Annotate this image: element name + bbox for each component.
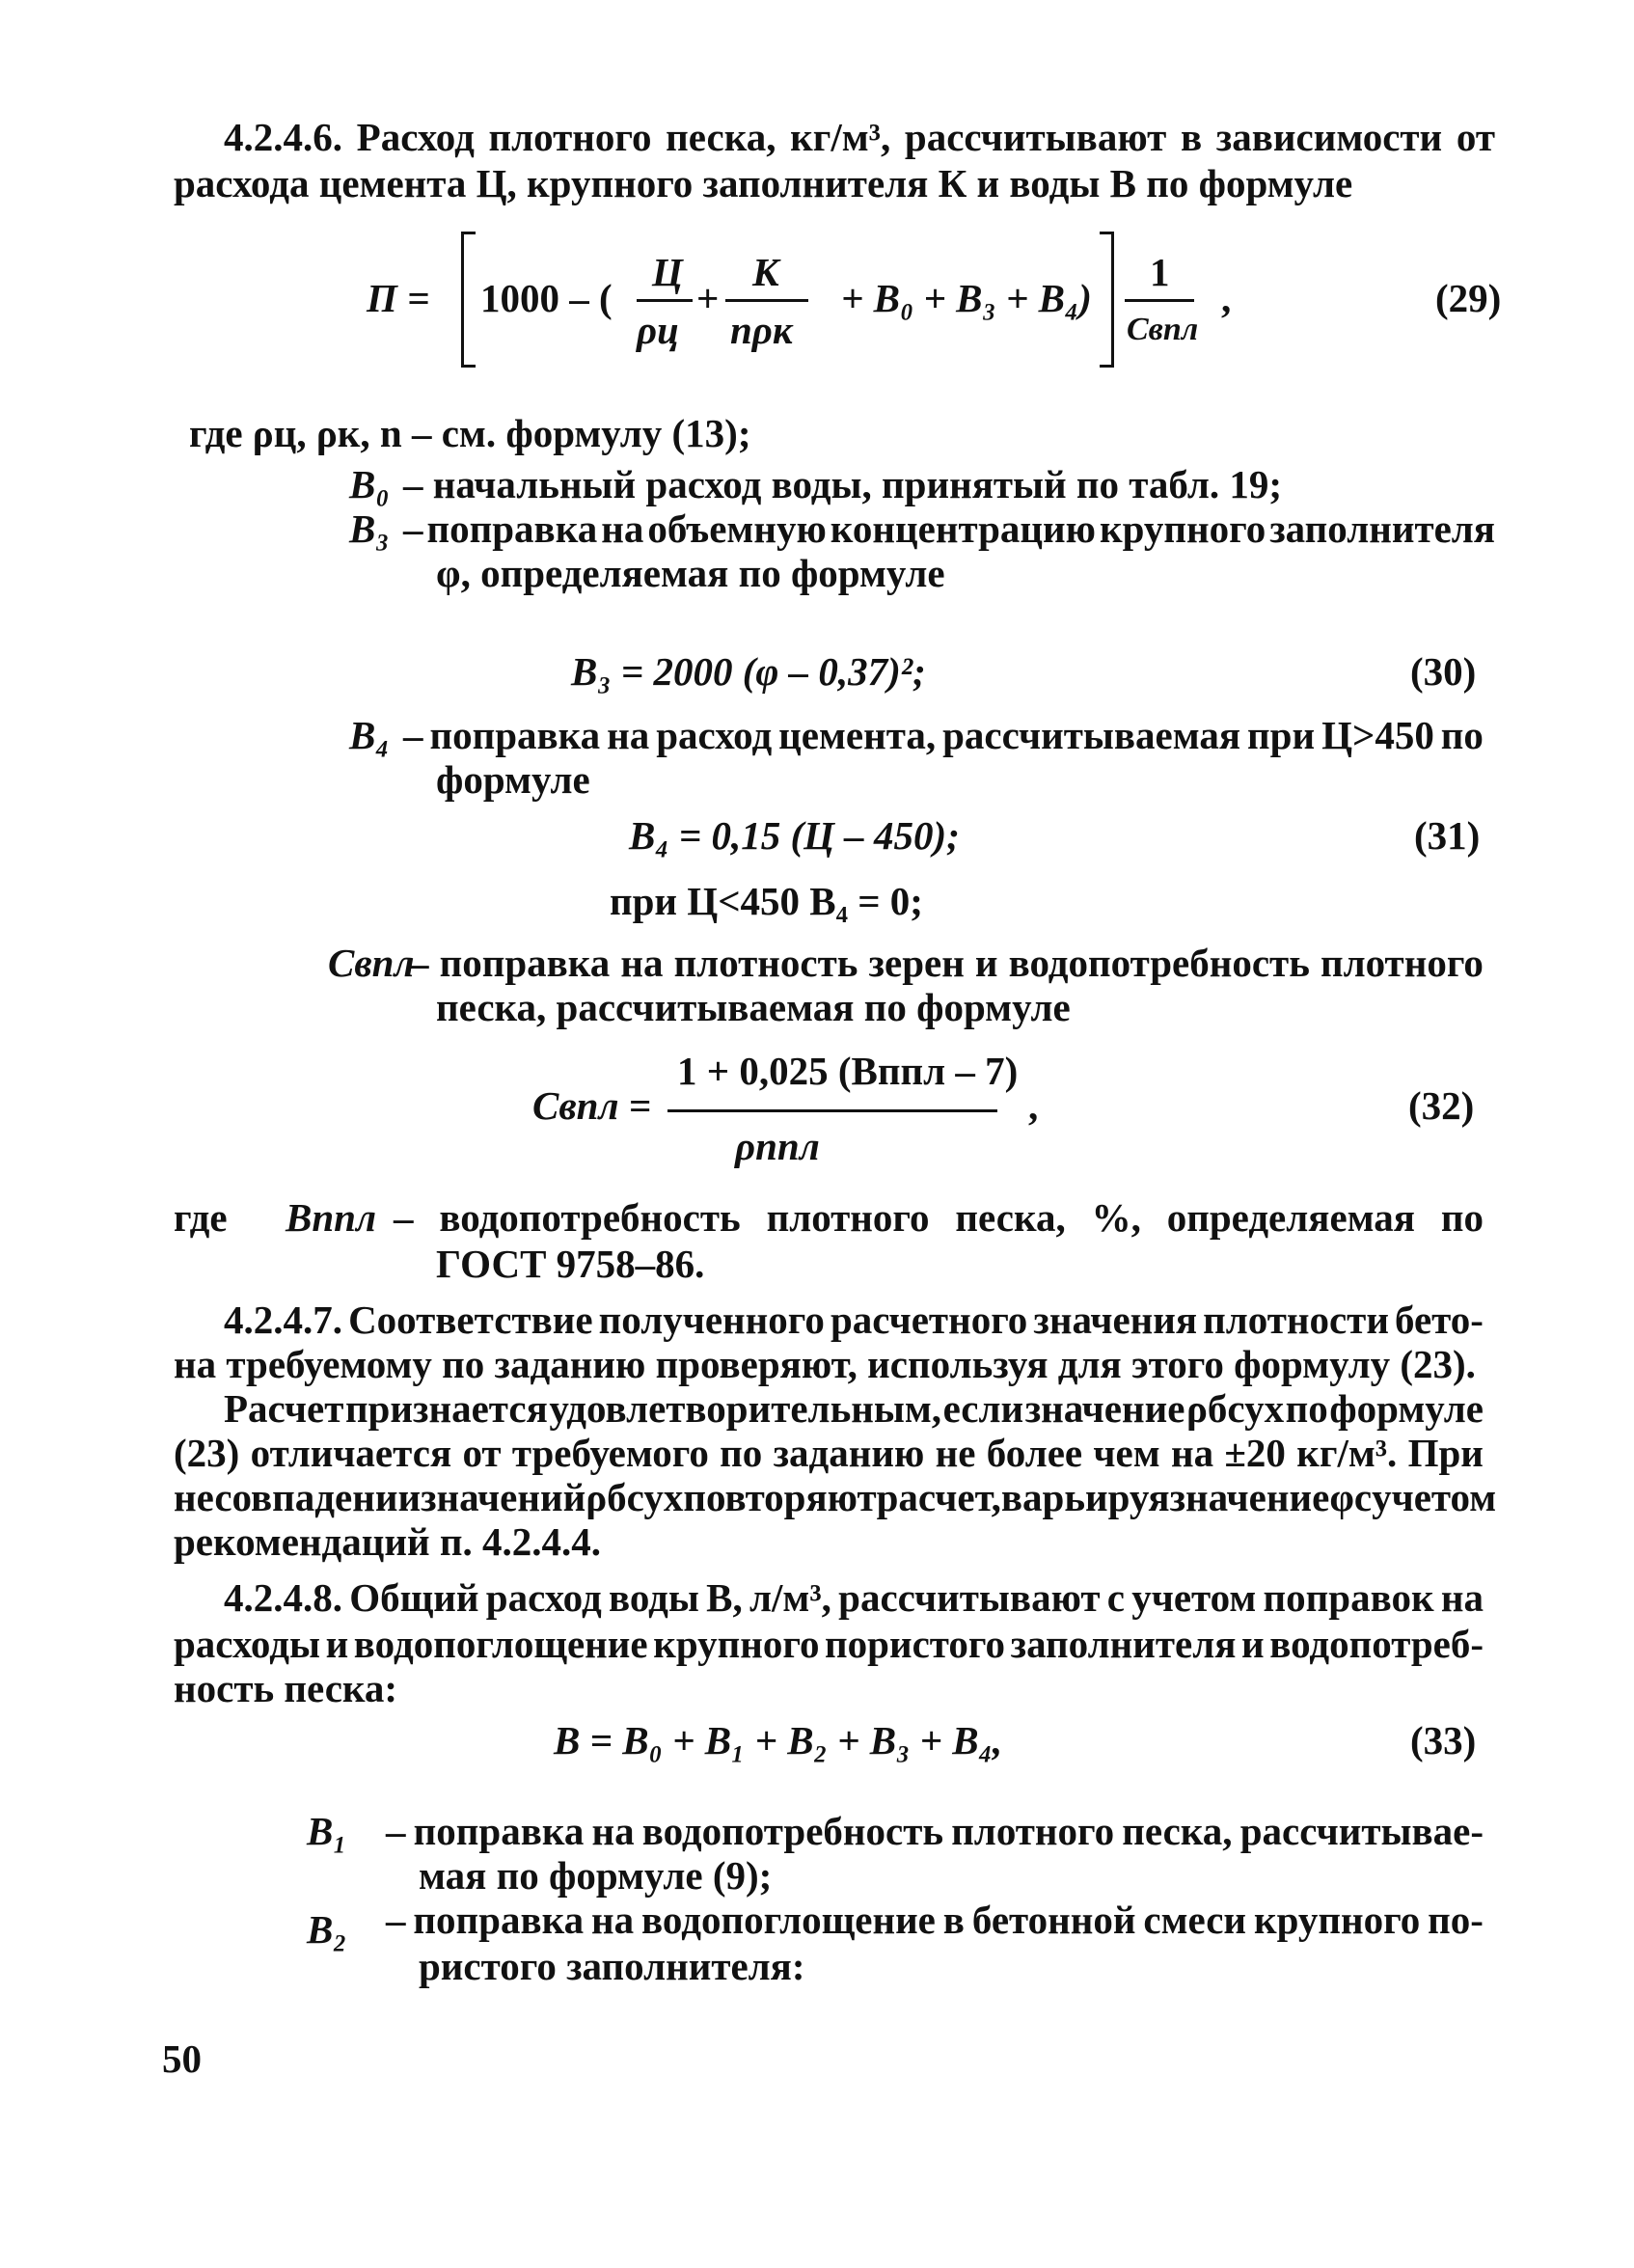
eq33-number: (33)	[1410, 1718, 1477, 1762]
def-b2-line1: – поправка на водопоглощение в бетонной смеси крупного по-	[386, 1898, 1484, 1942]
def-b4-line1: – поправка на расход цемента, рассчитываемая при Ц>450 по	[403, 713, 1484, 757]
eq29-t2-num: К	[752, 250, 779, 294]
def-b4-symbol: В₄	[349, 713, 390, 757]
eq29-t1-bar	[637, 299, 693, 302]
page-number: 50	[162, 2036, 202, 2081]
eq31-condition: при Ц<450 В₄ = 0;	[610, 879, 923, 923]
eq32-denominator: ρппл	[735, 1124, 820, 1168]
eq29-t1-num: Ц	[652, 250, 683, 294]
paragraph-4247-line5: несовпадении значений ρбсух повторяют расчет, варьируя значение φ с учетом	[174, 1475, 1497, 1519]
eq29-frac-bar	[1125, 299, 1194, 302]
paragraph-4247-line6: рекомендаций п. 4.2.4.4.	[174, 1519, 602, 1564]
eq32-comma: ,	[1028, 1083, 1039, 1128]
def-b1-line1: – поправка на водопотребность плотного песка, рассчитывае-	[386, 1809, 1484, 1853]
def-b0-symbol: В₀	[349, 462, 390, 506]
eq29-rest: + В₀ + В₃ + В₄)	[841, 276, 1092, 320]
eq29-t2-bar	[725, 299, 808, 302]
def-b2-symbol: В₂	[307, 1907, 347, 1952]
eq29-frac-num: 1	[1150, 250, 1170, 294]
eq29-right-bracket	[1100, 232, 1114, 368]
where-32-label: где	[174, 1195, 228, 1240]
where-32-symbol: Bппл	[286, 1195, 376, 1240]
paragraph-4246-line1: 4.2.4.6. Расход плотного песка, кг/м³, рассчитывают в зависимости от	[224, 115, 1495, 159]
eq32-frac-bar	[667, 1109, 997, 1112]
eq29-left-bracket	[461, 232, 476, 368]
def-c-line2: песка, рассчитываемая по формуле	[436, 985, 1071, 1029]
def-c-line1: – поправка на плотность зерен и водопотребность плотного	[409, 941, 1484, 985]
eq29-comma: ,	[1221, 276, 1232, 320]
eq30-number: (30)	[1410, 649, 1477, 694]
paragraph-4247-line3: Расчет признается удовлетворительным, если значение ρбсух по формуле	[224, 1386, 1484, 1431]
paragraph-4248-line3: ность песка:	[174, 1666, 398, 1710]
eq29-frac-den: Cвпл	[1127, 312, 1199, 347]
def-b3-line2: φ, определяемая по формуле	[436, 551, 945, 595]
where-29: где ρц, ρк, n – см. формулу (13);	[189, 411, 751, 455]
eq31-expr: В₄ = 0,15 (Ц – 450);	[629, 813, 960, 858]
eq31-number: (31)	[1414, 813, 1481, 858]
eq30-expr: В₃ = 2000 (φ – 0,37)²;	[571, 649, 926, 694]
eq29-const: 1000 – (	[480, 276, 613, 320]
def-c-symbol: Cвпл	[328, 941, 415, 985]
def-b4-line2: формуле	[436, 757, 590, 802]
eq32-numerator: 1 + 0,025 (Bппл – 7)	[677, 1049, 1019, 1093]
def-b3-line1: – поправка на объемную концентрацию крупного заполнителя	[403, 506, 1495, 551]
paragraph-4247-line1: 4.2.4.7. Соответствие полученного расчетного значения плотности бето-	[224, 1298, 1484, 1342]
paragraph-4247-line4: (23) отличается от требуемого по заданию не более чем на ±20 кг/м³. При	[174, 1431, 1484, 1475]
def-b3-symbol: В₃	[349, 506, 390, 551]
def-b0-text: – начальный расход воды, принятый по табл. 19;	[403, 462, 1283, 506]
eq32-lhs: Cвпл =	[532, 1083, 652, 1128]
eq33-expr: В = В₀ + В₁ + В₂ + В₃ + В₄,	[554, 1718, 1003, 1762]
where-32-line2: ГОСТ 9758–86.	[436, 1242, 705, 1286]
paragraph-4248-line1: 4.2.4.8. Общий расход воды В, л/м³, рассчитывают с учетом поправок на	[224, 1575, 1484, 1620]
eq29-plus: +	[696, 276, 720, 320]
eq29-t2-den: nρк	[730, 308, 793, 352]
def-b1-line2: мая по формуле (9);	[419, 1853, 773, 1898]
eq29-number: (29)	[1435, 276, 1502, 320]
eq29-t1-den: ρц	[637, 308, 679, 352]
paragraph-4248-line2: расходы и водопоглощение крупного пористого заполнителя и водопотреб-	[174, 1622, 1484, 1666]
paragraph-4247-line2: на требуемому по заданию проверяют, используя для этого формулу (23).	[174, 1342, 1476, 1386]
eq32-number: (32)	[1408, 1083, 1475, 1128]
eq29-lhs: П =	[367, 276, 430, 320]
paragraph-4246-line2: расхода цемента Ц, крупного заполнителя К и воды В по формуле	[174, 161, 1353, 205]
def-b1-symbol: В₁	[307, 1809, 347, 1853]
def-b2-line2: ристого заполнителя:	[419, 1944, 805, 1988]
where-32-line1: – водопотребность плотного песка, %, определяемая по	[394, 1195, 1484, 1240]
